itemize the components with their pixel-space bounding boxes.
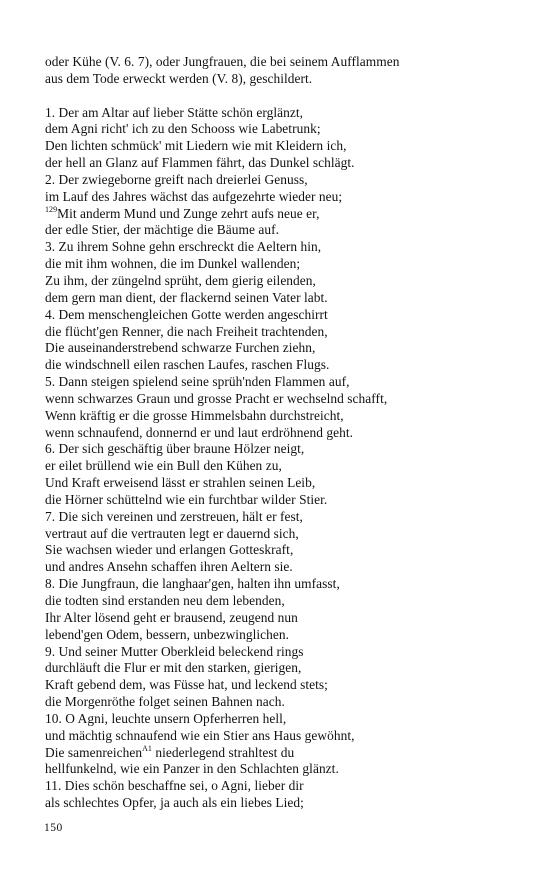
verse-line: hellfunkelnd, wie ein Panzer in den Schlachten glänzt.	[45, 761, 339, 777]
page-body	[45, 54, 515, 812]
verse-line-with-page-marker	[45, 206, 515, 223]
verse-line: der edle Stier, der mächtige die Bäume auf.	[45, 222, 279, 238]
verse-line: 1. Der am Altar auf lieber Stätte schön erglänzt,	[45, 104, 304, 120]
verse-line: 4. Dem menschengleichen Gotte werden angeschirrt	[45, 306, 328, 322]
verse-line: die Morgenröthe folget seinen Bahnen nach.	[45, 694, 285, 710]
verse-line: 9. Und seiner Mutter Oberkleid beleckend rings	[45, 643, 304, 659]
verse-line: 8. Die Jungfraun, die langhaar'gen, halten ihn umfasst,	[45, 576, 340, 592]
page-marker-129: 129	[45, 204, 58, 214]
verse-line: vertraut auf die vertrauten legt er dauernd sich,	[45, 525, 299, 541]
verse-line: Die auseinanderstrebend schwarze Furchen ziehn,	[45, 340, 316, 356]
verse-line: als schlechtes Opfer, ja auch als ein liebes Lied;	[45, 795, 304, 811]
verse-line-text: niederlegend strahltest du	[151, 744, 295, 760]
verse-line: lebend'gen Odem, bessern, unbezwinglichen.	[45, 626, 289, 642]
verse-line: dem gern man dient, der flackernd seinen Vater labt.	[45, 289, 328, 305]
verse-line: der hell an Glanz auf Flammen fährt, das Dunkel schlägt.	[45, 155, 355, 171]
verse-line: dem Agni richt' ich zu den Schooss wie Labetrunk;	[45, 121, 321, 137]
verse-line: die windschnell eilen raschen Laufes, raschen Flugs.	[45, 357, 330, 373]
verse-line-text: Mit anderm Mund und Zunge zehrt aufs neue er,	[57, 205, 320, 221]
verse-line: er eilet brüllend wie ein Bull den Kühen zu,	[45, 458, 282, 474]
verse-line: Und Kraft erweisend lässt er strahlen seinen Leib,	[45, 475, 316, 491]
verse-line: und mächtig schnaufend wie ein Stier ans Haus gewöhnt,	[45, 727, 355, 743]
verse-line: die Hörner schüttelnd wie ein furchtbar wilder Stier.	[45, 491, 328, 507]
verse-line: 10. O Agni, leuchte unsern Opferherren hell,	[45, 710, 287, 726]
verse-line: 2. Der zwiegeborne greift nach dreierlei Genuss,	[45, 171, 308, 187]
verse-line: Den lichten schmück' mit Liedern wie mit Kleidern ich,	[45, 138, 347, 154]
verse-line: und andres Ansehn schaffen ihren Aeltern sie.	[45, 559, 293, 575]
footnote-marker-a1[interactable]: A1	[142, 743, 152, 753]
paragraph-gap	[45, 88, 515, 105]
verse-line: 5. Dann steigen spielend seine sprüh'nden Flammen auf,	[45, 374, 350, 390]
verse-line: Wenn kräftig er die grosse Himmelsbahn durchstreicht,	[45, 407, 344, 423]
verse-line: Ihr Alter lösend geht er brausend, zeugend nun	[45, 609, 298, 625]
intro-paragraph	[45, 54, 515, 88]
verse-line: 11. Dies schön beschaffne sei, o Agni, lieber dir	[45, 778, 304, 794]
verse-line: Zu ihm, der züngelnd sprüht, dem gierig eilenden,	[45, 272, 316, 288]
intro-line: oder Kühe (V. 6. 7), oder Jungfrauen, die bei seinem Aufflammen	[45, 54, 400, 69]
verse-line: 6. Der sich geschäftig über braune Hölzer neigt,	[45, 441, 305, 457]
verse-line: die flücht'gen Renner, die nach Freiheit trachtenden,	[45, 323, 328, 339]
verse-line: durchläuft die Flur er mit den starken, gierigen,	[45, 660, 302, 676]
verse-line: wenn schnaufend, donnernd er und laut erdröhnend geht.	[45, 424, 353, 440]
verse-line-with-footnote	[45, 745, 515, 762]
verse-line: wenn schwarzes Graun und grosse Pracht er wechselnd schafft,	[45, 390, 388, 406]
verse-line: Kraft gebend dem, was Füsse hat, und leckend stets;	[45, 677, 328, 693]
verse-line: im Lauf des Jahres wächst das aufgezehrte wieder neu;	[45, 188, 343, 204]
verse-line-text: Die samenreichen	[45, 744, 143, 760]
intro-line: aus dem Tode erweckt werden (V. 8), geschildert.	[45, 70, 313, 86]
verse-line: 3. Zu ihrem Sohne gehn erschreckt die Aeltern hin,	[45, 239, 322, 255]
verse-line: 7. Die sich vereinen und zerstreuen, hält er fest,	[45, 508, 303, 524]
verse-line: die todten sind erstanden neu dem lebenden,	[45, 593, 285, 608]
verse-line: die mit ihm wohnen, die im Dunkel wallenden;	[45, 256, 301, 272]
hymn-verses	[45, 105, 515, 812]
verse-line: Sie wachsen wieder und erlangen Gotteskraft,	[45, 542, 294, 558]
page-number: 150	[44, 822, 63, 834]
